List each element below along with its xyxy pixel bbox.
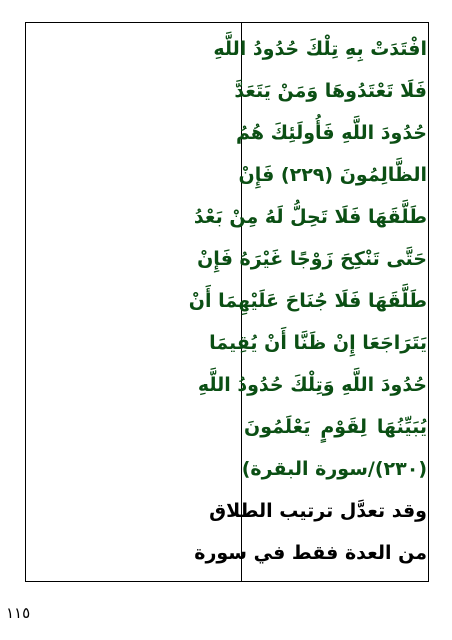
verse-line-7: طَلَّقَهَا فَلَا جُنَاحَ عَلَيْهِمَا أَنْ — [188, 290, 427, 312]
verse-line-6: حَتَّى تَنْكِحَ زَوْجًا غَيْرَهُ فَإِنْ — [197, 248, 427, 270]
verse-line-9: حُدُودَ اللَّهِ وَتِلْكَ حُدُودُ اللَّهِ — [197, 374, 427, 396]
page-number: ١١٥ — [6, 604, 31, 622]
verse-line-5: طَلَّقَهَا فَلَا تَحِلُّ لَهُ مِنْ بَعْدُ — [193, 206, 427, 228]
page-table — [25, 22, 429, 582]
text-column — [188, 29, 429, 579]
verse-reference-line: (٢٣٠)/سورة البقرة) — [241, 458, 427, 480]
prose-line-2: من العدة فقط في سورة — [194, 542, 427, 564]
verse-line-1: افْتَدَتْ بِهِ تِلْكَ حُدُودُ اللَّهِ — [213, 38, 427, 60]
prose-line-1: وقد تعدَّل ترتيب الطلاق — [209, 500, 427, 522]
verse-line-10: يُبَيِّنُهَا لِقَوْمٍ يَعْلَمُونَ — [244, 416, 427, 438]
verse-line-2: فَلَا تَعْتَدُوهَا وَمَنْ يَتَعَدَّ — [234, 80, 427, 102]
verse-line-8: يَتَرَاجَعَا إِنْ ظَنَّا أَنْ يُقِيمَا — [209, 332, 427, 354]
verse-line-3: حُدُودَ اللَّهِ فَأُولَئِكَ هُمُ — [235, 122, 427, 144]
verse-line-4: الظَّالِمُونَ (٢٢٩) فَإِنْ — [238, 164, 427, 186]
